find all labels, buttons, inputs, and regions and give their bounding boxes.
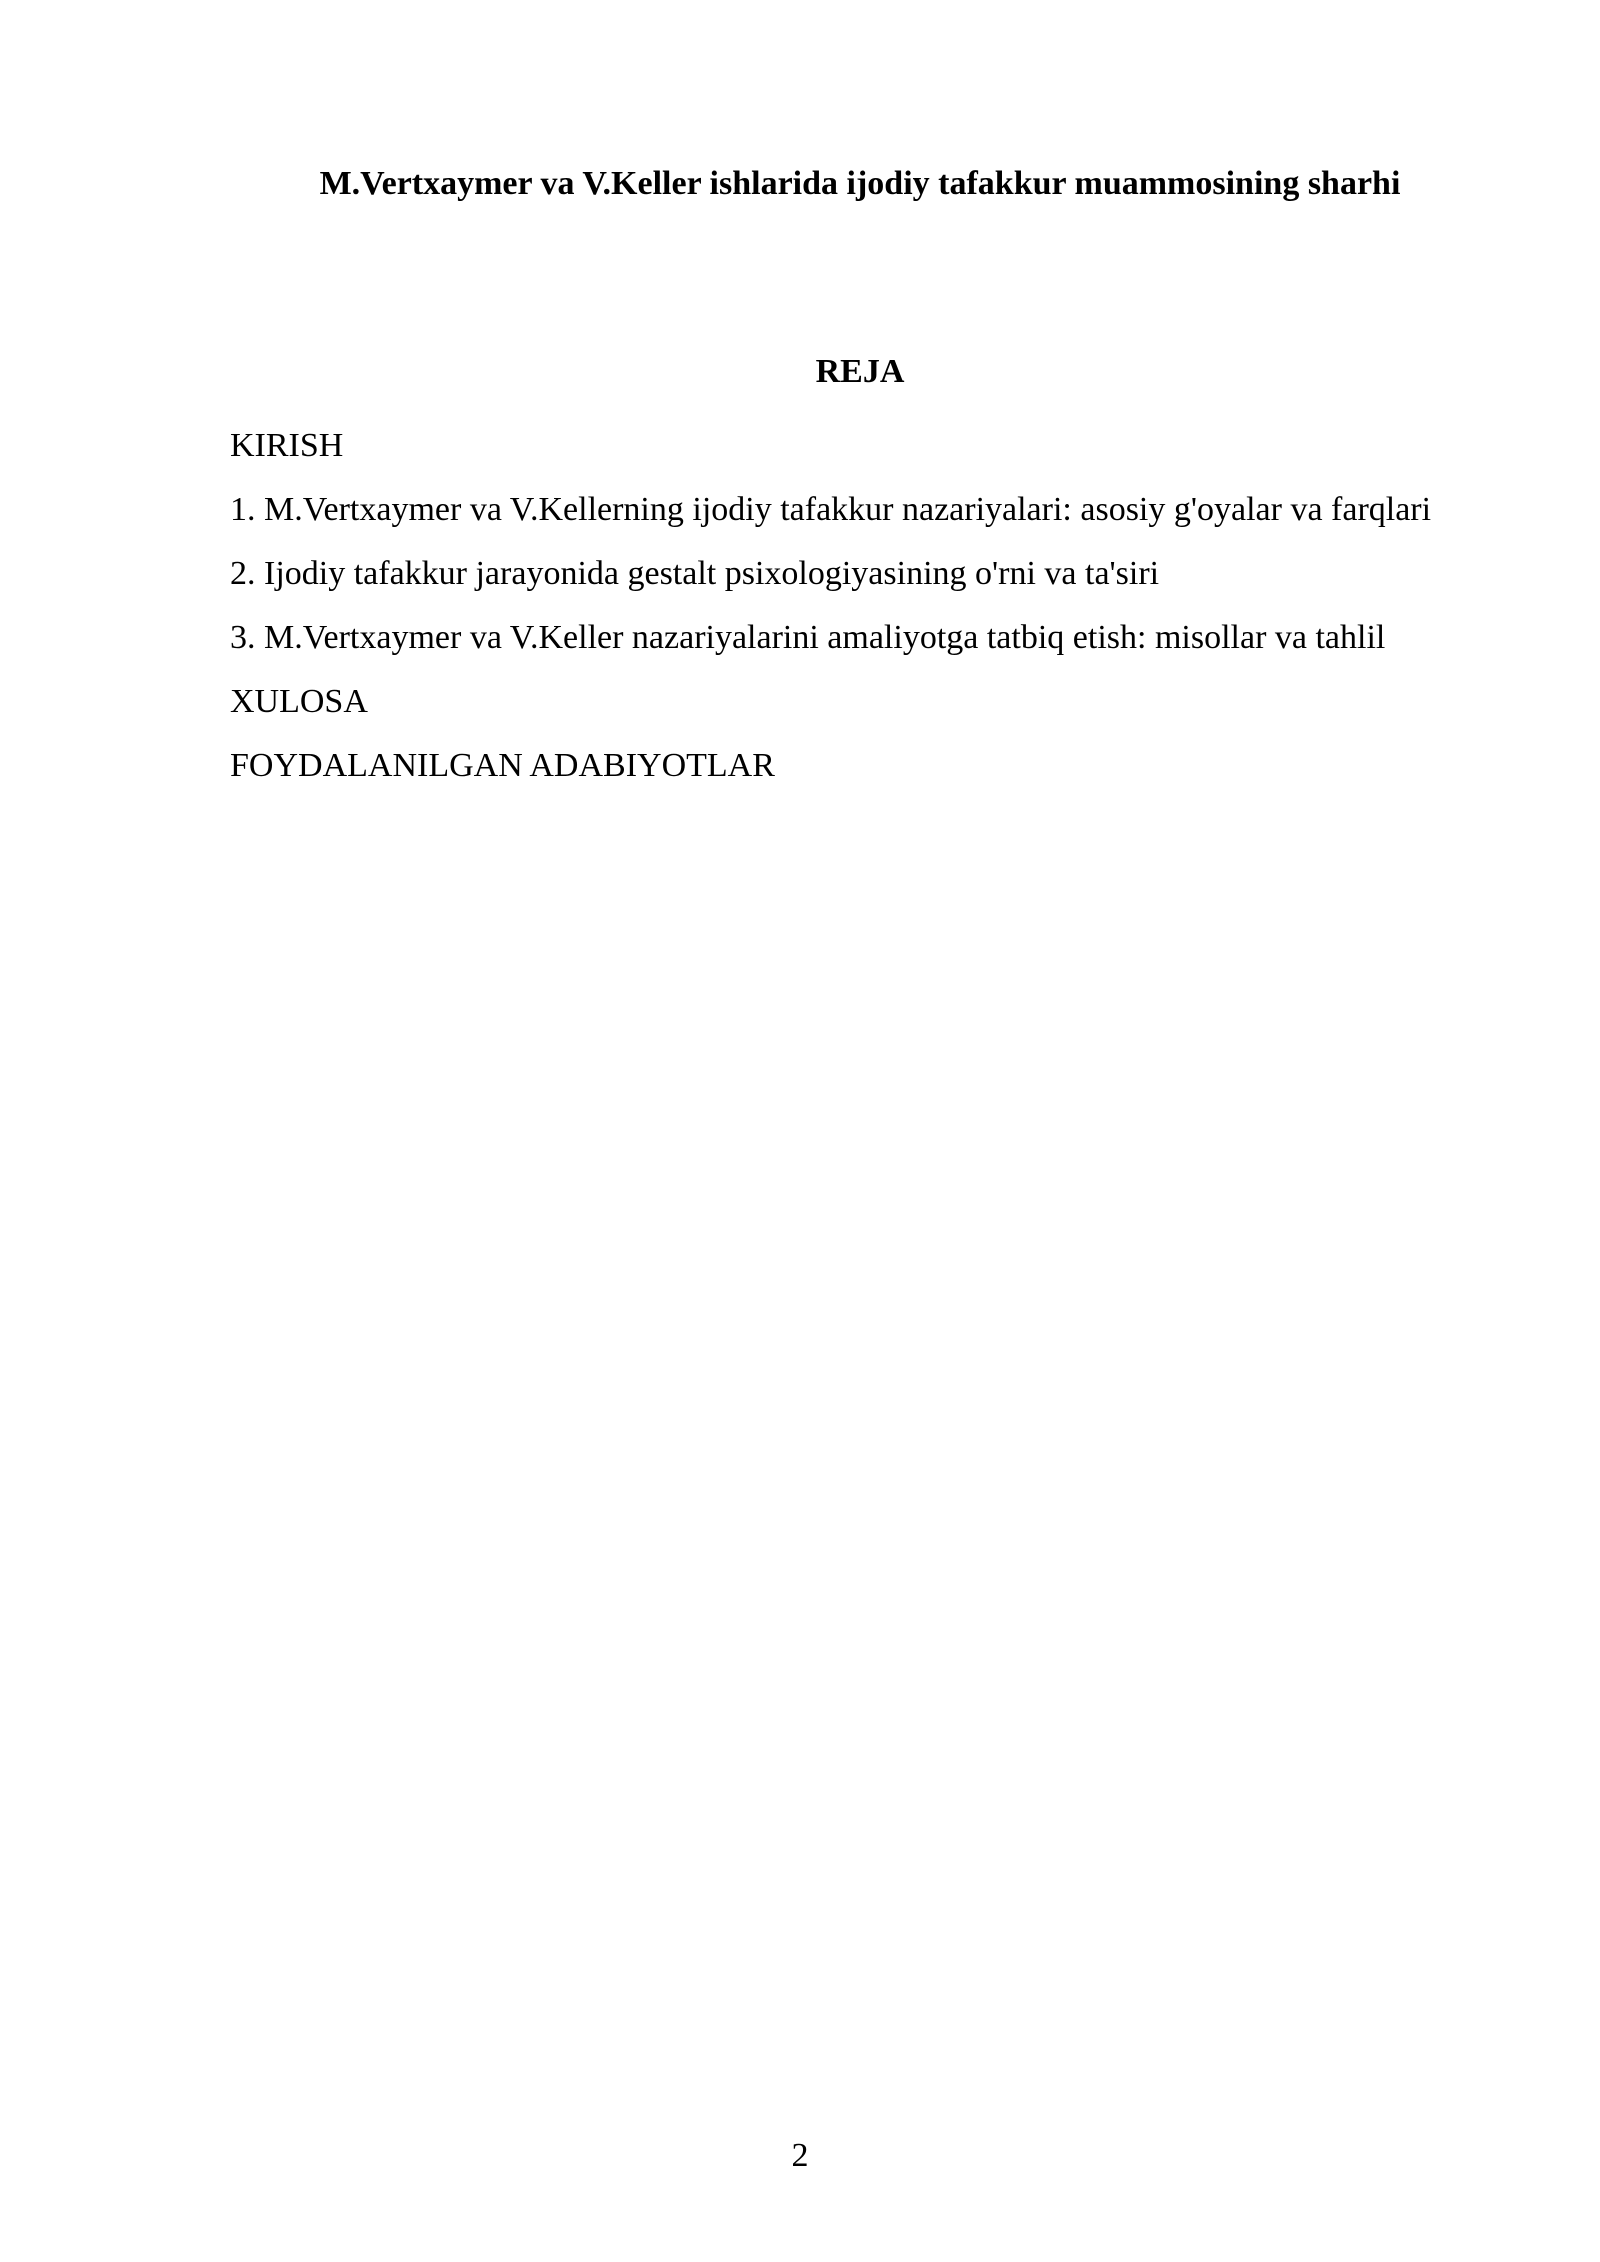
document-title: M.Vertxaymer va V.Keller ishlarida ijodiy tafakkur muammosining sharhi [319, 165, 1401, 202]
plan-list [230, 418, 1490, 802]
plan-heading: REJA [815, 353, 905, 390]
plan-item-section-3: 3. M.Vertxaymer va V.Keller nazariyalarini amaliyotga tatbiq etish: misollar va tahlil [230, 619, 1386, 656]
page-number: 2 [791, 2137, 809, 2174]
plan-item-introduction: KIRISH [230, 427, 344, 464]
plan-item-section-2: 2. Ijodiy tafakkur jarayonida gestalt psixologiyasining o'rni va ta'siri [230, 555, 1160, 592]
plan-item-conclusion: XULOSA [230, 683, 368, 720]
plan-item-references: FOYDALANILGAN ADABIYOTLAR [230, 747, 775, 784]
plan-item-section-1: 1. M.Vertxaymer va V.Kellerning ijodiy tafakkur nazariyalari: asosiy g'oyalar va farqlari [230, 491, 1432, 528]
